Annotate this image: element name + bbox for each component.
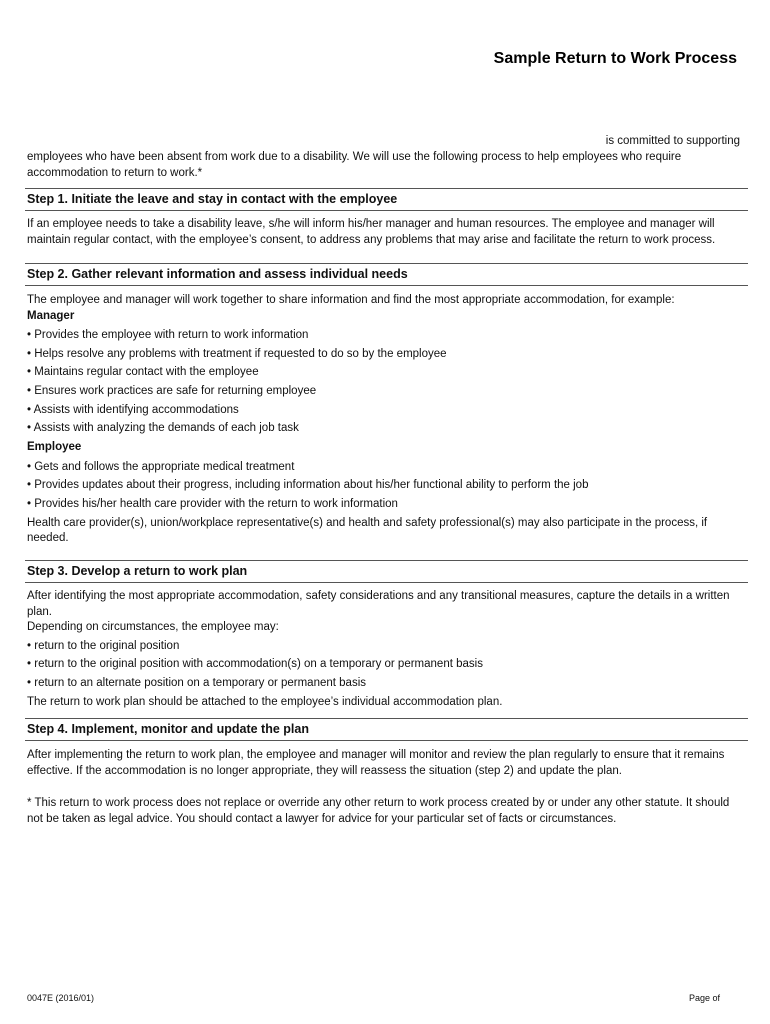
list-item: • return to an alternate position on a temporary or permanent basis bbox=[27, 676, 745, 692]
list-item: • return to the original position bbox=[27, 639, 745, 655]
step-4-text: After implementing the return to work plan, the employee and manager will monitor and review the plan regularly to ensure that it remains effective. If the accommodation is no longer appropriate, they will reassess the situation (step 2) and update the plan. bbox=[27, 749, 725, 777]
step-2-heading: Step 2. Gather relevant information and assess individual needs bbox=[25, 263, 748, 286]
list-item: • return to the original position with accommodation(s) on a temporary or permanent basis bbox=[27, 657, 745, 673]
employee-label: Employee bbox=[27, 441, 82, 454]
page-title: Sample Return to Work Process bbox=[493, 50, 737, 67]
list-item: • Maintains regular contact with the employee bbox=[27, 365, 745, 381]
step-3-closing: The return to work plan should be attached to the employee’s individual accommodation plan. bbox=[27, 695, 503, 708]
disclaimer bbox=[27, 796, 745, 827]
step-2-closing: Health care provider(s), union/workplace representative(s) and health and safety professional(s) may also participate in the process, if needed. bbox=[27, 516, 708, 545]
step-2-body bbox=[27, 293, 745, 547]
list-item: • Assists with identifying accommodations bbox=[27, 403, 745, 419]
intro-paragraph: employees who have been absent from work due to a disability. We will use the following process to help employees who require accommodation to return to work.* bbox=[27, 151, 682, 179]
step-1-heading: Step 1. Initiate the leave and stay in contact with the employee bbox=[25, 188, 748, 211]
list-item: • Assists with analyzing the demands of each job task bbox=[27, 421, 745, 437]
step-3-list bbox=[27, 639, 745, 692]
step-3-lead: Depending on circumstances, the employee may: bbox=[27, 621, 279, 633]
disclaimer-text: * This return to work process does not replace or override any other return to work process created by or under any other statute. It should not be taken as legal advice. You should contact a lawyer for advice for your particular set of facts or circumstances. bbox=[27, 797, 730, 825]
page-number: Page of bbox=[689, 993, 721, 1003]
step-3-text: After identifying the most appropriate accommodation, safety considerations and any transitional measures, capture the details in a written plan. bbox=[27, 590, 730, 618]
step-1-body bbox=[27, 217, 745, 248]
step-3-body bbox=[27, 589, 745, 710]
step-2-intro: The employee and manager will work together to share information and find the most appropriate accommodation, for example: bbox=[27, 294, 675, 306]
list-item: • Helps resolve any problems with treatment if requested to do so by the employee bbox=[27, 347, 745, 363]
intro-fragment: is committed to supporting bbox=[605, 135, 740, 147]
list-item: • Provides his/her health care provider with the return to work information bbox=[27, 497, 745, 513]
manager-list bbox=[27, 328, 745, 437]
list-item: • Provides updates about their progress, including information about his/her functional ability to perform the job bbox=[27, 478, 745, 494]
employee-list bbox=[27, 460, 745, 513]
step-3-heading: Step 3. Develop a return to work plan bbox=[25, 560, 748, 583]
list-item: • Ensures work practices are safe for returning employee bbox=[27, 384, 745, 400]
list-item: • Gets and follows the appropriate medical treatment bbox=[27, 460, 745, 476]
step-4-heading: Step 4. Implement, monitor and update the plan bbox=[25, 718, 748, 741]
step-1-text: If an employee needs to take a disability leave, s/he will inform his/her manager and human resources. The employee and manager will maintain regular contact, with the employee’s consent, to address any problems that may arise and facilitate the return to work process. bbox=[27, 218, 716, 246]
list-item: • Provides the employee with return to work information bbox=[27, 328, 745, 344]
manager-label: Manager bbox=[27, 309, 75, 322]
form-code: 0047E (2016/01) bbox=[27, 993, 95, 1003]
step-4-body bbox=[27, 748, 745, 779]
